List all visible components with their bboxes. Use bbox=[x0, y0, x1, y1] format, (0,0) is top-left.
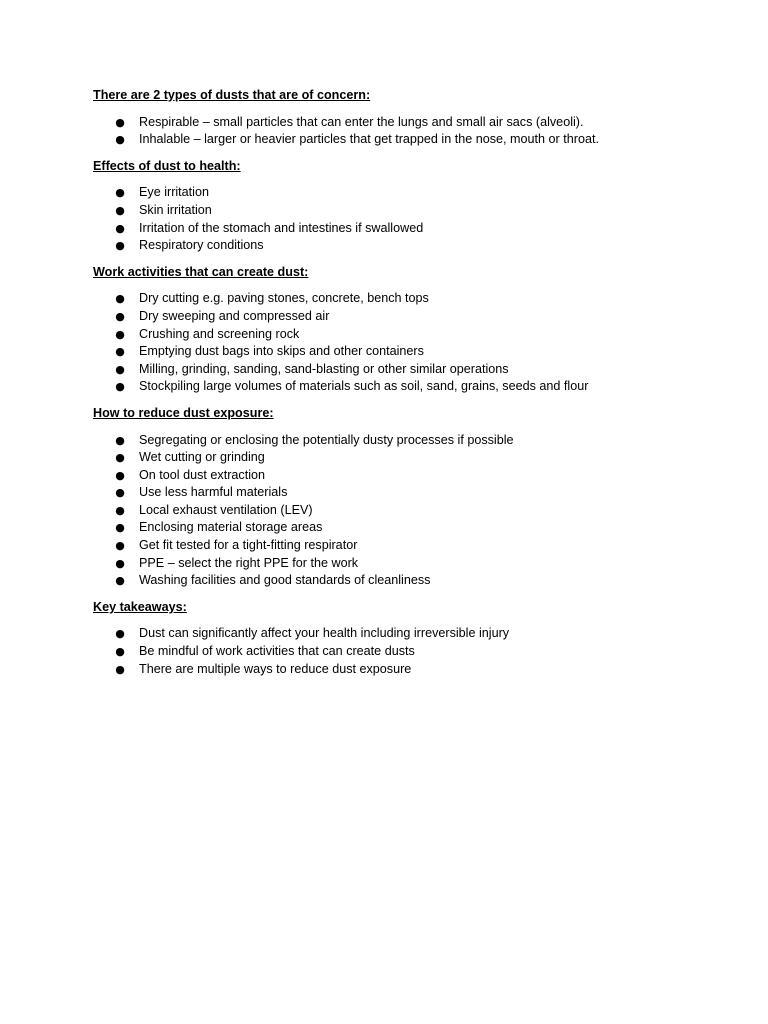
list-item-text: Stockpiling large volumes of materials such as soil, sand, grains, seeds and flour bbox=[139, 379, 589, 394]
list-item bbox=[93, 202, 713, 220]
list-item bbox=[93, 308, 713, 326]
list-item-text: Segregating or enclosing the potentially dusty processes if possible bbox=[139, 432, 514, 447]
section-work-activities bbox=[93, 264, 713, 396]
bullet-list bbox=[93, 114, 713, 149]
list-item-text: Wet cutting or grinding bbox=[139, 450, 265, 465]
list-item bbox=[93, 220, 713, 238]
bullet-list bbox=[93, 184, 713, 254]
bullet-icon: ● bbox=[115, 451, 125, 465]
list-item-text: Respiratory conditions bbox=[139, 238, 264, 253]
list-item bbox=[93, 537, 713, 555]
bullet-icon: ● bbox=[115, 309, 125, 323]
bullet-icon: ● bbox=[115, 627, 125, 641]
section-dust-types bbox=[93, 87, 713, 149]
list-item-text: Respirable – small particles that can enter the lungs and small air sacs (alveoli). bbox=[139, 114, 584, 129]
bullet-icon: ● bbox=[115, 239, 125, 253]
list-item bbox=[93, 378, 713, 396]
list-item bbox=[93, 131, 713, 149]
list-item bbox=[93, 343, 713, 361]
list-item-text: Inhalable – larger or heavier particles that get trapped in the nose, mouth or throat. bbox=[139, 132, 599, 147]
list-item-text: Dust can significantly affect your health including irreversible injury bbox=[139, 626, 510, 641]
bullet-icon: ● bbox=[115, 115, 125, 129]
list-item bbox=[93, 625, 713, 643]
bullet-icon: ● bbox=[115, 433, 125, 447]
section-heading: There are 2 types of dusts that are of concern: bbox=[93, 88, 371, 102]
bullet-icon: ● bbox=[115, 186, 125, 200]
section-heading: Key takeaways: bbox=[93, 599, 187, 614]
section-heading: Work activities that can create dust: bbox=[93, 264, 309, 279]
list-item bbox=[93, 519, 713, 537]
bullet-list bbox=[93, 432, 713, 590]
section-heading: How to reduce dust exposure: bbox=[93, 405, 274, 420]
bullet-icon: ● bbox=[115, 486, 125, 500]
list-item bbox=[93, 237, 713, 255]
bullet-icon: ● bbox=[115, 468, 125, 482]
bullet-icon: ● bbox=[115, 645, 125, 659]
list-item bbox=[93, 572, 713, 590]
list-item-text: Use less harmful materials bbox=[139, 485, 288, 500]
list-item bbox=[93, 184, 713, 202]
list-item-text: Be mindful of work activities that can create dusts bbox=[139, 644, 415, 659]
bullet-icon: ● bbox=[115, 327, 125, 341]
bullet-icon: ● bbox=[115, 503, 125, 517]
list-item-text: Skin irritation bbox=[139, 202, 212, 217]
list-item bbox=[93, 361, 713, 379]
bullet-icon: ● bbox=[115, 539, 125, 553]
bullet-icon: ● bbox=[115, 556, 125, 570]
section-health-effects bbox=[93, 158, 713, 255]
list-item-text: Washing facilities and good standards of cleanliness bbox=[139, 573, 431, 588]
bullet-icon: ● bbox=[115, 521, 125, 535]
section-reduce-exposure bbox=[93, 405, 713, 590]
list-item bbox=[93, 114, 713, 132]
list-item bbox=[93, 661, 713, 679]
bullet-icon: ● bbox=[115, 345, 125, 359]
list-item bbox=[93, 290, 713, 308]
bullet-icon: ● bbox=[115, 380, 125, 394]
list-item-text: Crushing and screening rock bbox=[139, 326, 300, 341]
bullet-list bbox=[93, 625, 713, 678]
list-item bbox=[93, 555, 713, 573]
list-item-text: Emptying dust bags into skips and other containers bbox=[139, 344, 424, 359]
bullet-icon: ● bbox=[115, 203, 125, 217]
list-item-text: Dry cutting e.g. paving stones, concrete, bench tops bbox=[139, 291, 429, 306]
list-item-text: Local exhaust ventilation (LEV) bbox=[139, 502, 313, 517]
document-page bbox=[93, 87, 713, 687]
list-item-text: PPE – select the right PPE for the work bbox=[139, 555, 359, 570]
list-item bbox=[93, 326, 713, 344]
list-item-text: Milling, grinding, sanding, sand-blasting or other similar operations bbox=[139, 361, 509, 376]
list-item-text: Enclosing material storage areas bbox=[139, 520, 323, 535]
section-key-takeaways bbox=[93, 599, 713, 678]
bullet-icon: ● bbox=[115, 574, 125, 588]
bullet-icon: ● bbox=[115, 221, 125, 235]
list-item-text: Get fit tested for a tight-fitting respirator bbox=[139, 538, 358, 553]
list-item-text: Dry sweeping and compressed air bbox=[139, 308, 330, 323]
bullet-icon: ● bbox=[115, 362, 125, 376]
bullet-icon: ● bbox=[115, 662, 125, 676]
list-item bbox=[93, 467, 713, 485]
list-item bbox=[93, 484, 713, 502]
list-item bbox=[93, 432, 713, 450]
bullet-icon: ● bbox=[115, 292, 125, 306]
list-item-text: Irritation of the stomach and intestines if swallowed bbox=[139, 220, 424, 235]
list-item-text: There are multiple ways to reduce dust exposure bbox=[139, 661, 412, 676]
bullet-list bbox=[93, 290, 713, 396]
list-item bbox=[93, 449, 713, 467]
list-item bbox=[93, 502, 713, 520]
list-item-text: On tool dust extraction bbox=[139, 467, 266, 482]
bullet-icon: ● bbox=[115, 133, 125, 147]
section-heading: Effects of dust to health: bbox=[93, 158, 241, 173]
list-item bbox=[93, 643, 713, 661]
list-item-text: Eye irritation bbox=[139, 185, 209, 200]
